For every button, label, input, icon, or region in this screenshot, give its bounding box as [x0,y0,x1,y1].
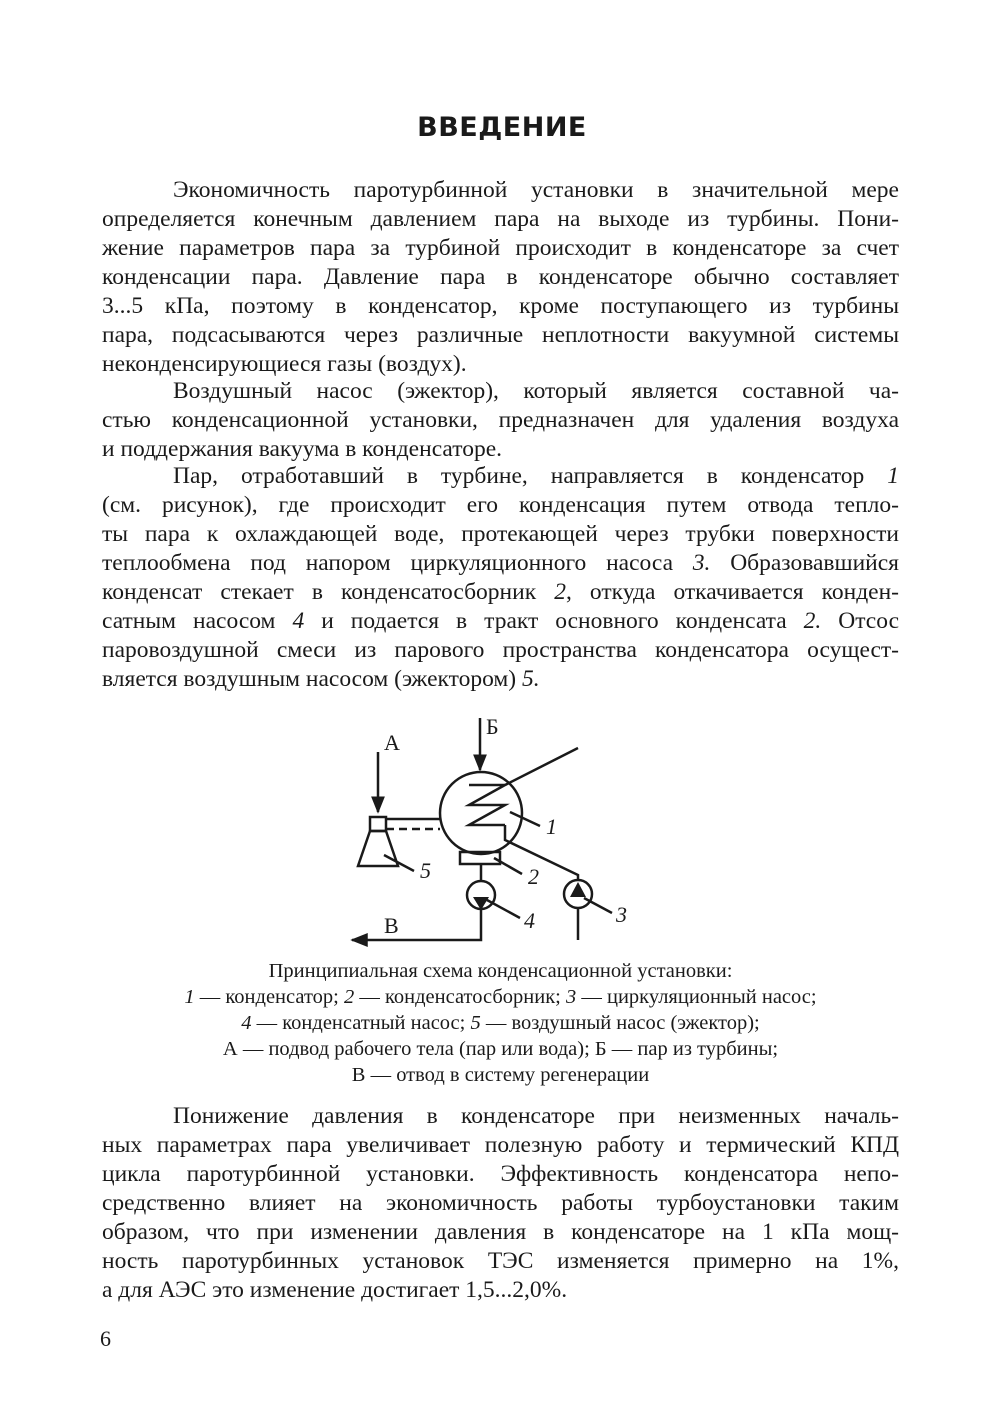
text-run: сатным насосом [102,608,293,634]
page-number: 6 [100,1326,111,1351]
figure-ref: 3. [692,550,711,576]
text-line: ность паротурбинных установок ТЭС изменяется примерно на 1%, [102,1248,899,1274]
ejector-body [358,831,398,866]
figure-ref: 4 [292,608,305,634]
text-line: ных параметрах пара увеличивает полезную работу и термический КПД [102,1132,899,1158]
caption-num: 3 [565,986,577,1008]
text-run: теплообмена под напором циркуляционного насоса [102,550,693,576]
label-v: В [384,913,399,938]
caption-line [102,984,899,1010]
caption-line: В — отвод в систему регенерации [351,1064,650,1086]
leader-2 [494,858,522,874]
section-title: ВВЕДЕНИЕ [417,112,587,143]
text-line: пара, подсасываются через различные неплотности вакуумной системы [102,322,899,348]
figure-ref: 2. [803,608,822,634]
paragraph-4 [102,1102,899,1305]
text-line: ты пара к охлаждающей воде, протекающей через трубки поверхности [102,521,899,547]
leader-5 [384,855,414,871]
caption-line: Принципиальная схема конденсационной установки: [268,960,733,982]
text-run: Отсос [821,608,899,634]
caption-num: 2 [343,986,355,1008]
ejector-head [370,817,386,831]
figure-ref: 5. [521,666,540,692]
text-run: Образовавшийся [710,550,899,576]
text-line: и поддержания вакуума в конденсаторе. [102,436,502,462]
label-a: А [384,730,400,755]
text-line: паровоздушной смеси из парового пространства конденсатора осущест- [102,637,899,663]
text-line: (см. рисунок), где происходит его конденсация путем отвода тепло- [102,492,899,518]
figure-ref: 1 [887,463,899,489]
leader-1 [510,812,540,826]
text-line: определяется конечным давлением пара на выходе из турбины. Пони- [102,206,899,232]
caption-run: — воздушный насос (эжектор); [480,1012,760,1034]
label-4: 4 [524,908,535,933]
text-line: цикла паротурбинной установки. Эффективность конденсатора непо- [102,1161,899,1187]
regeneration-line [352,909,481,940]
text-line: образом, что при изменении давления в конденсаторе на 1 кПа мощ- [102,1219,899,1245]
text-line: Воздушный насос (эжектор), который является составной ча- [173,378,899,404]
caption-run: — циркуляционный насос; [576,986,817,1008]
text-run: Пар, отработавший в турбине, направляется в конденсатор [173,463,888,489]
text-line: неконденсирующиеся газы (воздух). [102,351,467,377]
cooling-coil [469,785,505,825]
caption-num: 4 [241,1012,252,1034]
text-line: а для АЭС это изменение достигает 1,5...2,0%. [102,1277,568,1303]
text-line: Экономичность паротурбинной установки в значительной мере [173,177,899,203]
text-line: Понижение давления в конденсаторе при неизменных началь- [173,1103,899,1129]
caption-run: — конденсатный насос; [251,1012,471,1034]
caption-run: — конденсатосборник; [354,986,566,1008]
text-line: жение параметров пара за турбиной происходит в конденсаторе за счет [102,235,899,261]
label-b: Б [486,714,499,739]
text-line: средственно влияет на экономичность работы турбоустановки таким [102,1190,899,1216]
caption-line: А — подвод рабочего тела (пар или вода); Б — пар из турбины; [222,1038,779,1060]
figure-caption [102,958,899,1088]
caption-num: 5 [470,1012,481,1034]
text-run: и подается в тракт основного конденсата [304,608,804,634]
label-2: 2 [528,864,539,889]
figure-ref: 2 [554,579,566,605]
label-1: 1 [546,814,557,839]
caption-num: 1 [184,986,195,1008]
text-line: конденсации пара. Давление пара в конденсаторе обычно составляет [102,264,899,290]
cooling-water-outlet [505,748,578,785]
label-3: 3 [616,902,627,927]
leader-4 [487,900,520,918]
caption-run: — конденсатор; [194,986,344,1008]
pump-3-direction-icon [570,882,586,897]
label-5: 5 [420,858,431,883]
text-run: , откуда откачивается конден- [565,579,899,605]
text-run: вляется воздушным насосом (эжектором) [102,666,522,692]
text-line: 3...5 кПа, поэтому в конденсатор, кроме поступающего из турбины [102,293,899,319]
text-run: конденсат стекает в конденсатосборник [102,579,555,605]
text-line: стью конденсационной установки, предназначен для удаления воздуха [102,407,899,433]
leader-3 [584,898,612,913]
caption-line [102,1010,899,1036]
